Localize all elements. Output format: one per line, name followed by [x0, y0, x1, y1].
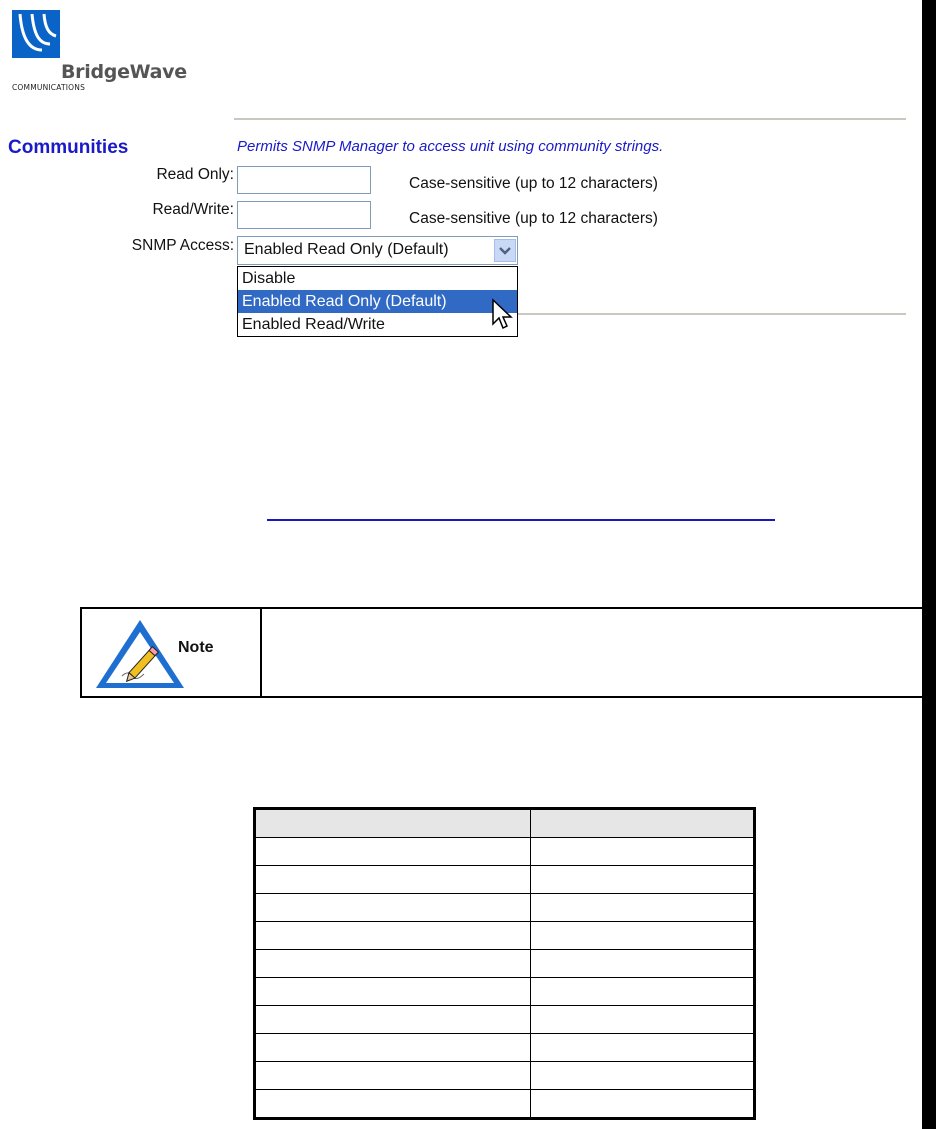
table-cell: [255, 1062, 531, 1090]
snmp-access-label: SNMP Access:: [131, 237, 234, 254]
table-row: [255, 1034, 755, 1062]
table-row: [255, 1006, 755, 1034]
table-row: [255, 950, 755, 978]
table-header-row: [255, 809, 755, 838]
table-cell: [531, 1090, 755, 1119]
section-description: Permits SNMP Manager to access unit using community strings.: [237, 138, 664, 155]
table-cell: [255, 922, 531, 950]
table-cell: [531, 838, 755, 866]
table-row: [255, 838, 755, 866]
table-cell: [255, 866, 531, 894]
logo-subtitle: COMMUNICATIONS: [12, 83, 86, 92]
snmp-option-disable[interactable]: Disable: [242, 270, 296, 287]
read-write-hint: Case-sensitive (up to 12 characters): [409, 210, 658, 227]
snmp-access-selected-value: Enabled Read Only (Default): [244, 241, 449, 258]
pencil-warning-triangle-icon: [94, 618, 186, 690]
mouse-pointer-icon: [490, 298, 514, 332]
table-cell: [531, 1062, 755, 1090]
table-row: [255, 922, 755, 950]
note-divider: [260, 609, 262, 696]
snmp-access-select[interactable]: [237, 236, 518, 265]
table-cell: [255, 894, 531, 922]
read-write-input[interactable]: [237, 201, 371, 229]
section-divider-bottom: [518, 313, 906, 315]
table-row: [255, 866, 755, 894]
table-row: [255, 1090, 755, 1119]
snmp-option-enabled-read-write[interactable]: Enabled Read/Write: [242, 316, 385, 333]
hyperlink-underline[interactable]: [267, 519, 775, 521]
section-title: Communities: [8, 137, 129, 158]
table-cell: [255, 978, 531, 1006]
data-table: [253, 807, 756, 1120]
read-only-label: Read Only:: [156, 166, 234, 183]
table-header-cell: [531, 809, 755, 838]
note-label: Note: [178, 639, 214, 656]
page-edge-bar: [922, 0, 936, 1129]
bridgewave-logo: [12, 10, 202, 96]
table-row: [255, 1062, 755, 1090]
table-cell: [255, 1090, 531, 1119]
snmp-option-enabled-read-only[interactable]: Enabled Read Only (Default): [238, 290, 517, 313]
table-row: [255, 894, 755, 922]
table-cell: [531, 978, 755, 1006]
table-cell: [255, 838, 531, 866]
table-cell: [531, 922, 755, 950]
table-header-cell: [255, 809, 531, 838]
table-cell: [255, 950, 531, 978]
table-cell: [531, 1006, 755, 1034]
section-divider-top: [234, 118, 906, 120]
table-cell: [255, 1034, 531, 1062]
table-row: [255, 978, 755, 1006]
chevron-down-icon[interactable]: [494, 239, 516, 262]
logo-name: BridgeWave: [61, 61, 187, 83]
table-cell: [531, 1034, 755, 1062]
read-write-label: Read/Write:: [152, 201, 234, 218]
table-cell: [531, 866, 755, 894]
read-only-input[interactable]: [237, 166, 371, 194]
table-cell: [531, 950, 755, 978]
logo-mark-icon: [12, 10, 60, 58]
table-cell: [255, 1006, 531, 1034]
read-only-hint: Case-sensitive (up to 12 characters): [409, 175, 658, 192]
snmp-access-dropdown-list: [237, 266, 518, 337]
note-box: [80, 607, 928, 698]
table-cell: [531, 894, 755, 922]
